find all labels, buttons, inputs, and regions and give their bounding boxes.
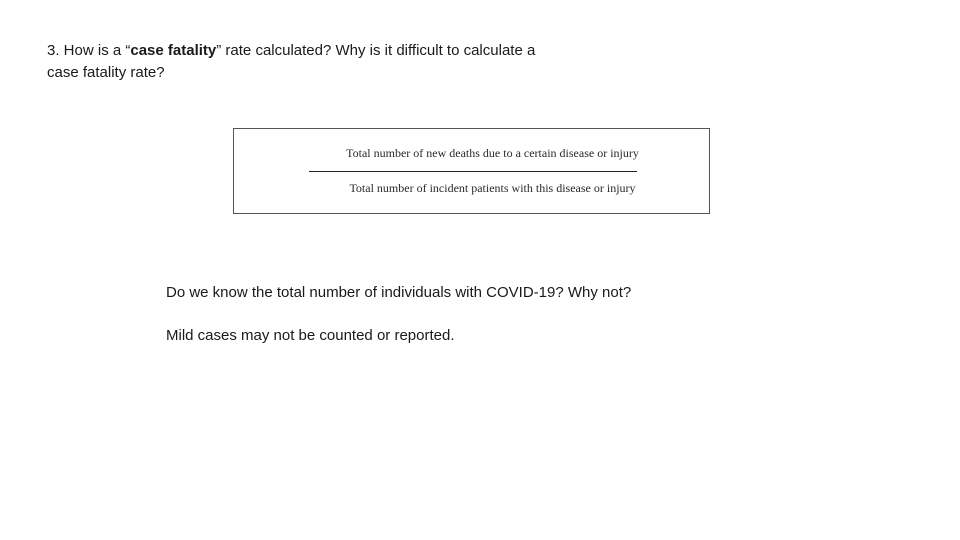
- question-number: 3.: [47, 42, 60, 59]
- formula-numerator: Total number of new deaths due to a certain disease or injury: [346, 146, 639, 160]
- question-text: [47, 40, 567, 84]
- case-fatality-formula: [233, 128, 710, 214]
- question-suffix: ” rate calculated? Why is it difficult to calculate a case fatality rate?: [47, 42, 536, 81]
- case-fatality-term: case fatality: [130, 42, 217, 59]
- followup-question: Do we know the total number of individuals with COVID-19? Why not?: [166, 284, 632, 301]
- formula-denominator: Total number of incident patients with this disease or injury: [349, 181, 636, 195]
- fraction-bar: [309, 171, 637, 172]
- answer-text: Mild cases may not be counted or reported.: [166, 327, 455, 344]
- question-prefix: How is a “: [59, 42, 131, 59]
